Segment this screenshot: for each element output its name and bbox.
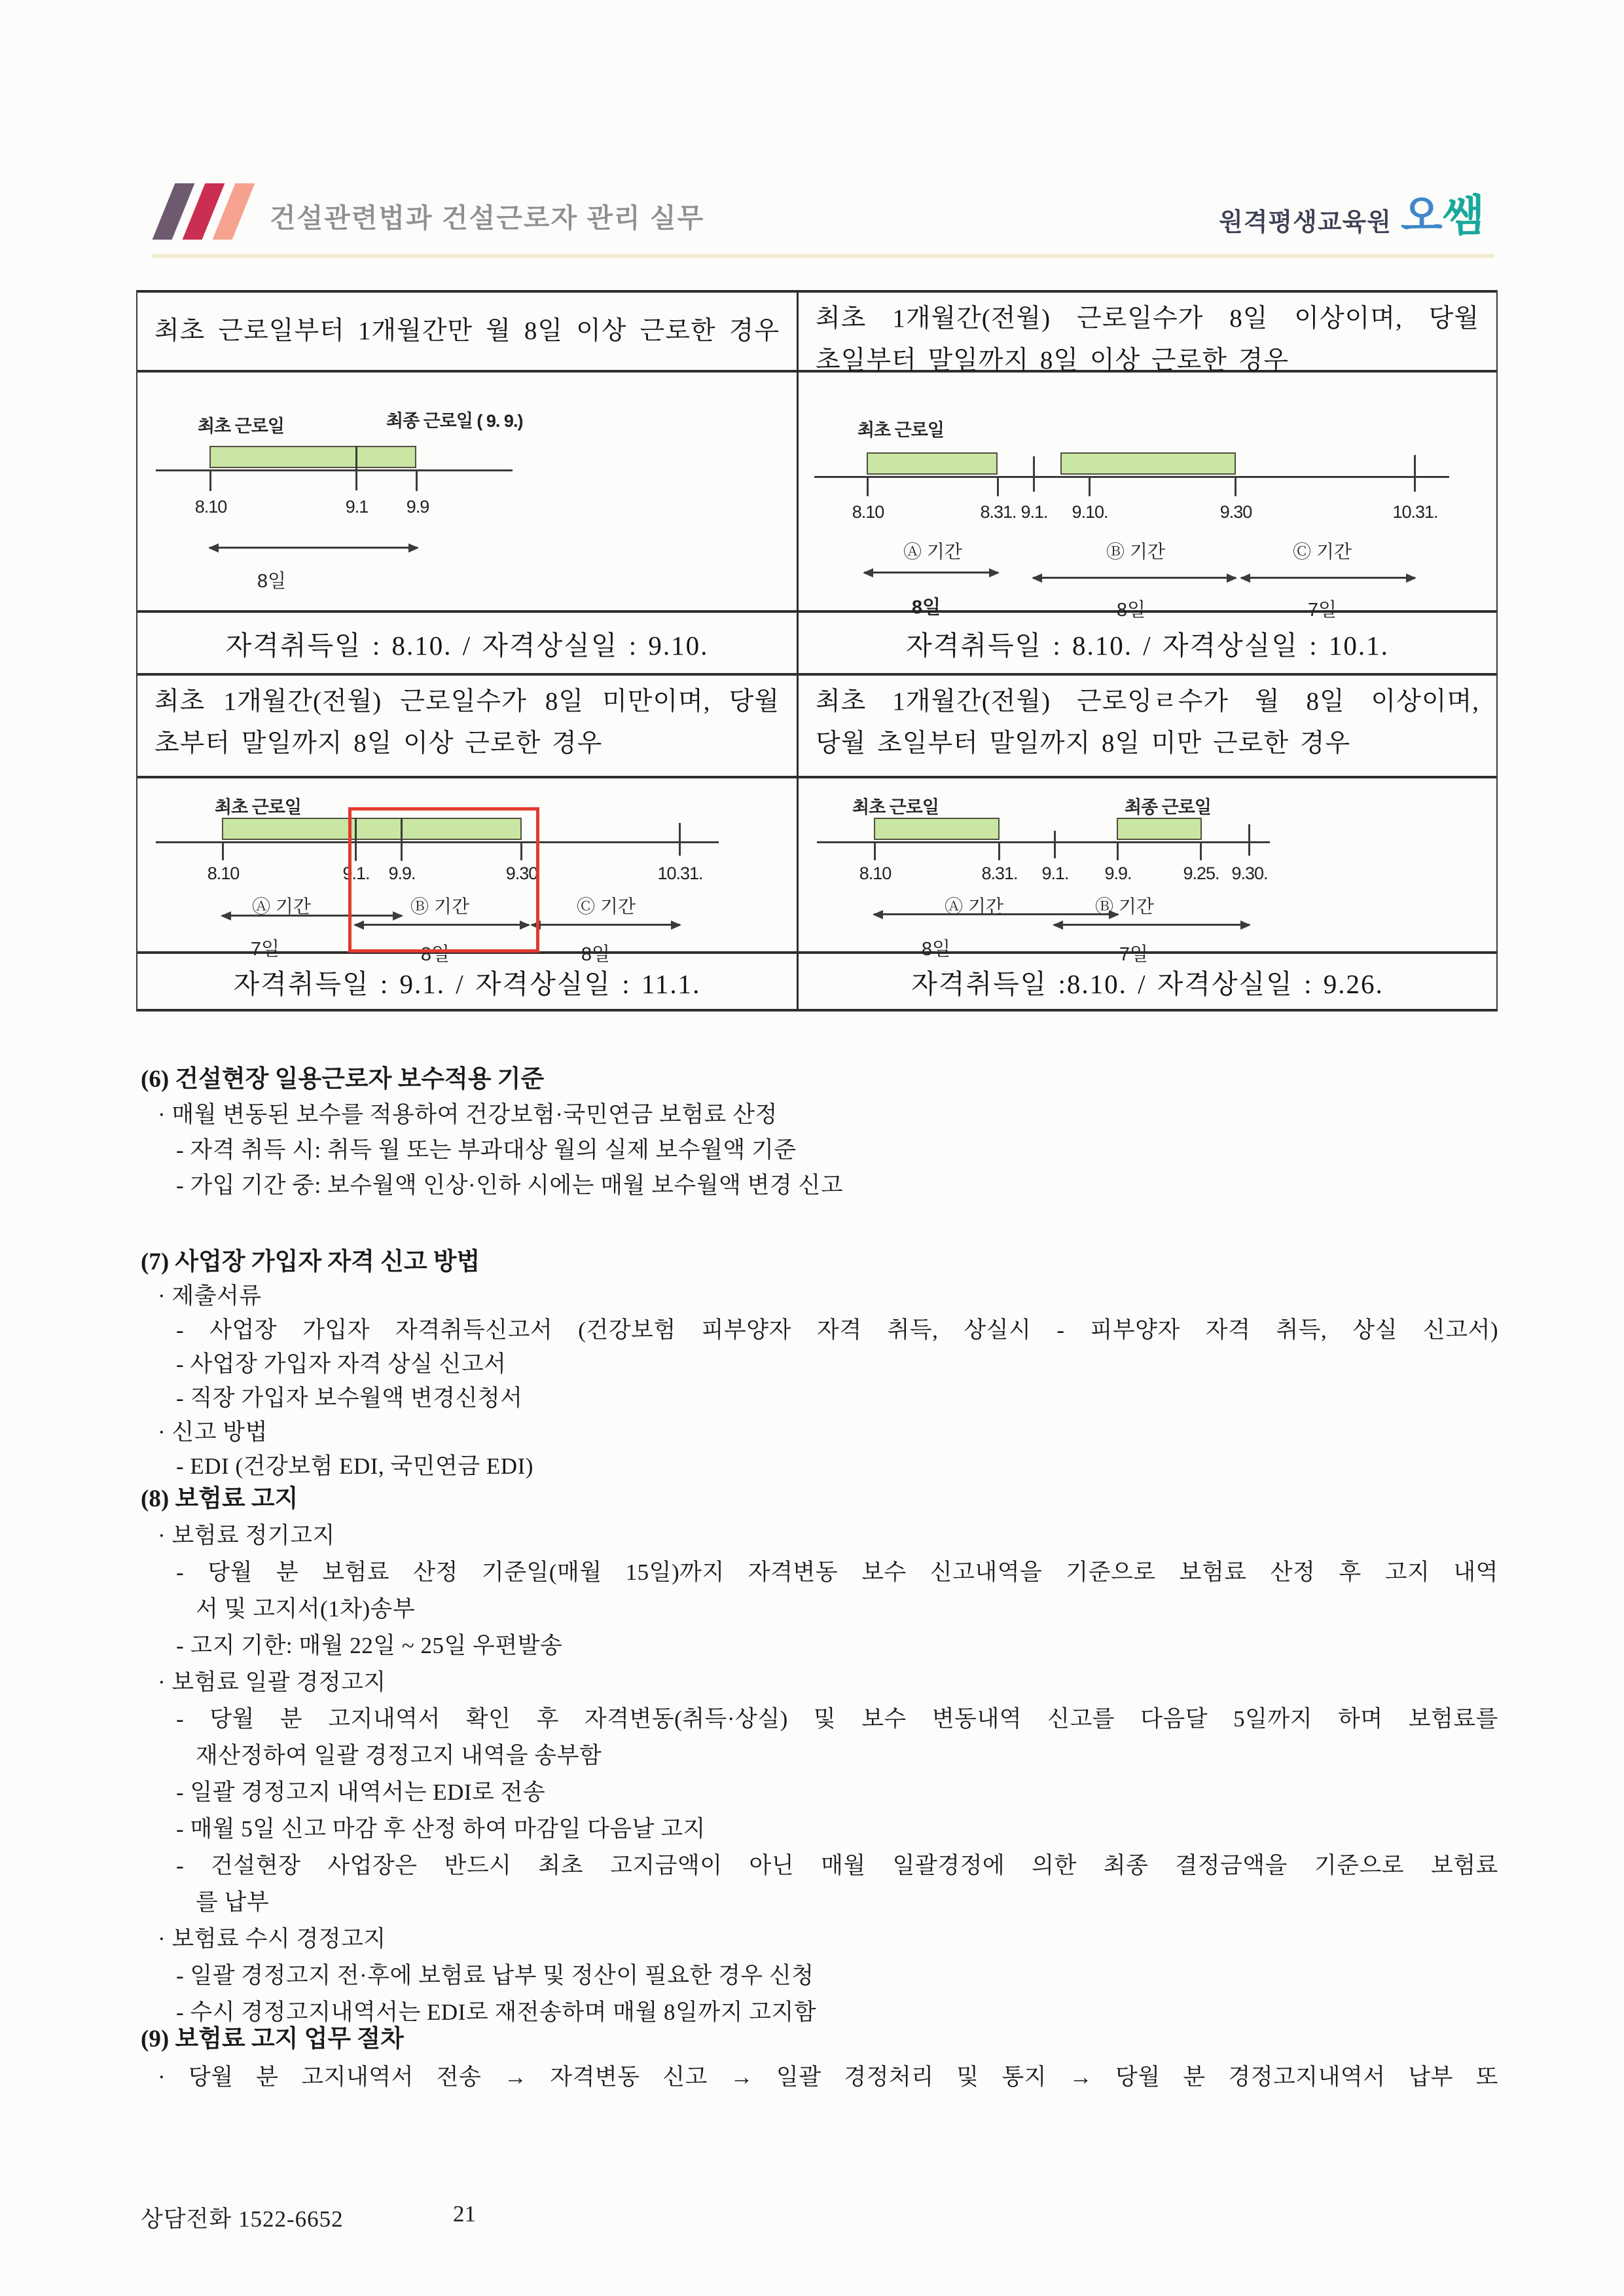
text-line: - 일괄 경정고지 전·후에 보험료 납부 및 정산이 필요한 경우 신청 — [176, 1963, 814, 1988]
date-label: 8.31. — [981, 864, 1018, 883]
text-line: - 당월 분 고지내역서 확인 후 자격변동(취득·상실) 및 보수 변동내역 신고를 다음달 5일까지 하며 보험료를 — [176, 1706, 1498, 1732]
logo-stripes — [161, 183, 272, 240]
days-label: 8일 — [1116, 600, 1146, 621]
first-workday-label: 최초 근로일 — [857, 420, 944, 440]
work-period-bar — [1117, 818, 1202, 840]
text-line: - 사업장 가입자 자격 상실 신고서 — [176, 1351, 507, 1377]
tick-mark — [867, 478, 869, 496]
date-label: 9.30 — [505, 864, 538, 883]
work-period-bar — [874, 818, 1000, 840]
tick-mark — [998, 843, 1000, 860]
date-label: 9.10. — [1072, 502, 1108, 522]
first-workday-label: 최초 근로일 — [198, 416, 284, 436]
text-line: · 제출서류 — [158, 1283, 262, 1309]
table-row — [137, 776, 1496, 965]
span-arrow — [874, 913, 1118, 915]
text-line: 서 및 고지서(1차)송부 — [196, 1596, 416, 1622]
section-title: (8) 보험료 고지 — [141, 1485, 298, 1512]
date-label: 8.10 — [207, 864, 240, 883]
tick-mark — [355, 446, 357, 490]
case1-header-cell — [137, 293, 799, 370]
case2-diagram-cell — [799, 373, 1496, 621]
text-line: · 보험료 정기고지 — [158, 1523, 335, 1548]
text-line: 를 납부 — [196, 1889, 270, 1915]
date-label: 9.9 — [406, 497, 429, 517]
date-label: 9.9. — [388, 864, 416, 883]
case1-title: 최초 근로일부터 1개월간만 월 8일 이상 근로한 경우 — [154, 317, 780, 345]
page-title: 건설관련법과 건설근로자 관리 실무 — [270, 203, 705, 233]
table-row — [137, 610, 1496, 673]
case1-result-cell — [137, 613, 799, 673]
first-workday-label: 최초 근로일 — [215, 797, 301, 817]
brand-logo — [1219, 181, 1485, 243]
timeline-axis — [817, 841, 1270, 843]
span-arrow — [864, 572, 998, 574]
tick-mark — [679, 823, 681, 856]
span-arrow — [209, 547, 418, 549]
date-label: 9.9. — [1104, 864, 1132, 883]
text-line: - 매월 5일 신고 마감 후 산정 하여 마감일 다음날 고지 — [176, 1816, 706, 1842]
case4-diagram-cell — [799, 778, 1496, 965]
case3-result-cell — [137, 954, 799, 1009]
brand-name-ssam: 쌤 — [1442, 191, 1485, 240]
span-arrow — [1033, 577, 1236, 579]
case4-title-line2: 당월 초일부터 말일까지 8일 미만 근로한 경우 — [816, 729, 1351, 757]
date-label: 10.31. — [1392, 502, 1438, 522]
days-label: 8일 — [420, 944, 450, 965]
period-b-label: Ⓑ 기간 — [410, 896, 469, 917]
date-label: 9.25. — [1183, 864, 1219, 883]
case4-title-line1: 최초 1개월간(전월) 근로잉ㄹ수가 월 8일 이상이며, — [816, 687, 1479, 716]
qualification-dates: 자격취득일 :8.10. / 자격상실일 : 9.26. — [911, 968, 1384, 999]
work-period-bar — [1060, 452, 1236, 475]
timeline-diagram-2 — [799, 373, 1496, 621]
tick-mark — [1033, 456, 1035, 492]
brand-name-o: 오 — [1400, 191, 1443, 240]
days-label: 7일 — [1307, 600, 1337, 621]
case3-title-line1: 최초 1개월간(전월) 근로일수가 8일 미만이며, 당월 — [154, 687, 780, 716]
period-a-label: Ⓐ 기간 — [903, 541, 962, 562]
date-label: 9.30 — [1219, 502, 1252, 522]
days-label: 8일 — [921, 939, 951, 960]
text-line: - 수시 경정고지내역서는 EDI로 재전송하며 매월 8일까지 고지함 — [176, 1999, 817, 2025]
period-b-label: Ⓑ 기간 — [1106, 541, 1165, 562]
text-line: - 일괄 경정고지 내역서는 EDI로 전송 — [176, 1779, 546, 1805]
period-c-label: Ⓒ 기간 — [1293, 541, 1352, 562]
tick-mark — [1089, 478, 1091, 496]
case3-diagram-cell — [137, 778, 799, 965]
section-title: (9) 보험료 고지 업무 절차 — [141, 2026, 404, 2052]
text-line: · 보험료 수시 경정고지 — [158, 1926, 386, 1952]
brand-prefix: 원격평생교육원 — [1219, 209, 1392, 236]
text-line: · 매월 변동된 보수를 적용하여 건강보험·국민연금 보험료 산정 — [158, 1102, 778, 1127]
span-arrow — [1241, 577, 1415, 579]
last-workday-label: 최종 근로일 — [1125, 797, 1211, 817]
case4-header-cell — [799, 676, 1496, 776]
work-period-bar — [209, 446, 416, 468]
case2-result-cell — [799, 613, 1496, 673]
footer-page-number: 21 — [453, 2201, 476, 2227]
section-title: (7) 사업장 가입자 자격 신고 방법 — [141, 1248, 480, 1275]
case2-title-line1: 최초 1개월간(전월) 근로일수가 8일 이상이며, 당월 — [816, 304, 1479, 333]
date-label: 9.1 — [345, 497, 369, 517]
tick-mark — [1200, 843, 1202, 860]
date-label: 9.30. — [1231, 864, 1268, 883]
days-label: 7일 — [1119, 944, 1149, 965]
text-line: - 당월 분 보험료 산정 기준일(매월 15일)까지 자격변동 보수 신고내역을 기준으로 보험료 산정 후 고지 내역 — [176, 1559, 1498, 1585]
text-line: 재산정하여 일괄 경정고지 내역을 송부함 — [196, 1743, 602, 1768]
date-label: 8.10 — [859, 864, 892, 883]
span-arrow — [532, 924, 680, 926]
tick-mark — [1117, 843, 1119, 860]
timeline-diagram-3 — [137, 778, 797, 965]
table-row — [137, 951, 1496, 1009]
text-line: - 고지 기한: 매월 22일 ~ 25일 우편발송 — [176, 1633, 563, 1658]
section-title: (6) 건설현장 일용근로자 보수적용 기준 — [141, 1066, 545, 1093]
tick-mark — [1235, 478, 1236, 496]
text-line: - 자격 취득 시: 취득 월 또는 부과대상 월의 실제 보수월액 기준 — [176, 1137, 797, 1163]
tick-mark — [222, 843, 224, 860]
footer-phone: 상담전화 1522-6652 — [141, 2206, 344, 2232]
section-9 — [141, 2020, 1498, 2096]
span-arrow — [1054, 924, 1250, 926]
case-table — [136, 290, 1498, 1011]
tick-mark — [997, 478, 999, 496]
period-a-label: Ⓐ 기간 — [945, 896, 1003, 917]
date-label: 8.10 — [852, 502, 884, 522]
date-label: 8.10 — [194, 497, 227, 517]
table-row — [137, 290, 1496, 374]
last-workday-label: 최종 근로일 ( 9. 9.) — [386, 411, 523, 431]
text-line: - 직장 가입자 보수월액 변경신청서 — [176, 1385, 523, 1411]
qualification-dates: 자격취득일 : 8.10. / 자격상실일 : 10.1. — [906, 630, 1389, 661]
days-label: 7일 — [250, 939, 280, 960]
case3-title-line2: 초부터 말일까지 8일 이상 근로한 경우 — [154, 729, 603, 757]
text-line: - 가입 기간 중: 보수월액 인상·인하 시에는 매월 보수월액 변경 신고 — [176, 1173, 844, 1198]
text-line: - EDI (건강보험 EDI, 국민연금 EDI) — [176, 1453, 533, 1479]
date-label: 9.1. — [1020, 502, 1048, 522]
timeline-diagram-4 — [799, 778, 1496, 965]
date-label: 10.31. — [657, 864, 703, 883]
days-label: 8일 — [581, 944, 611, 965]
section-7 — [141, 1245, 1498, 1484]
tick-mark — [1248, 824, 1250, 856]
text-line: - 사업장 가입자 자격취득신고서 (건강보험 피부양자 자격 취득, 상실시 - 피부양자 자격 취득, 상실 신고서) — [176, 1317, 1498, 1343]
tick-mark — [1054, 831, 1056, 858]
section-8 — [141, 1481, 1498, 2031]
text-line: · 신고 방법 — [158, 1419, 268, 1445]
date-label: 8.31. — [980, 502, 1017, 522]
case1-diagram-cell — [137, 373, 799, 610]
tick-mark — [874, 843, 876, 860]
case2-header-cell — [799, 293, 1496, 374]
tick-mark — [416, 471, 418, 491]
text-line: - 건설현장 사업장은 반드시 최초 고지금액이 아닌 매월 일괄경정에 의한 최종 결정금액을 기준으로 보험료 — [176, 1853, 1498, 1878]
date-label: 9.1. — [1041, 864, 1069, 883]
highlight-box — [348, 807, 539, 953]
days-label: 8일 — [257, 571, 287, 592]
first-workday-label: 최초 근로일 — [852, 797, 939, 817]
text-line: · 보험료 일괄 경정고지 — [158, 1669, 386, 1695]
timeline-diagram-1 — [137, 373, 797, 610]
text-line: · 당월 분 고지내역서 전송 → 자격변동 신고 → 일괄 경정처리 및 통지 → 당월 분 경정고지내역서 납부 또 — [158, 2064, 1498, 2090]
case4-result-cell — [799, 954, 1496, 1009]
table-row — [137, 673, 1496, 776]
timeline-axis — [814, 476, 1449, 478]
qualification-dates: 자격취득일 : 9.1. / 자격상실일 : 11.1. — [233, 968, 701, 999]
table-row — [137, 370, 1496, 621]
tick-mark — [209, 471, 211, 491]
section-6 — [141, 1062, 1498, 1203]
period-b-label: Ⓑ 기간 — [1095, 896, 1154, 917]
tick-mark — [1414, 455, 1416, 492]
date-label: 9.1. — [342, 864, 370, 883]
days-label: 8일 — [911, 597, 941, 618]
case3-header-cell — [137, 676, 799, 776]
period-c-label: Ⓒ 기간 — [577, 896, 636, 917]
header-divider — [152, 254, 1494, 258]
case2-title-line2: 초일부터 말일까지 8일 이상 근로한 경우 — [816, 346, 1290, 374]
period-a-label: Ⓐ 기간 — [252, 896, 311, 917]
work-period-bar — [867, 452, 998, 475]
qualification-dates: 자격취득일 : 8.10. / 자격상실일 : 9.10. — [225, 630, 709, 661]
